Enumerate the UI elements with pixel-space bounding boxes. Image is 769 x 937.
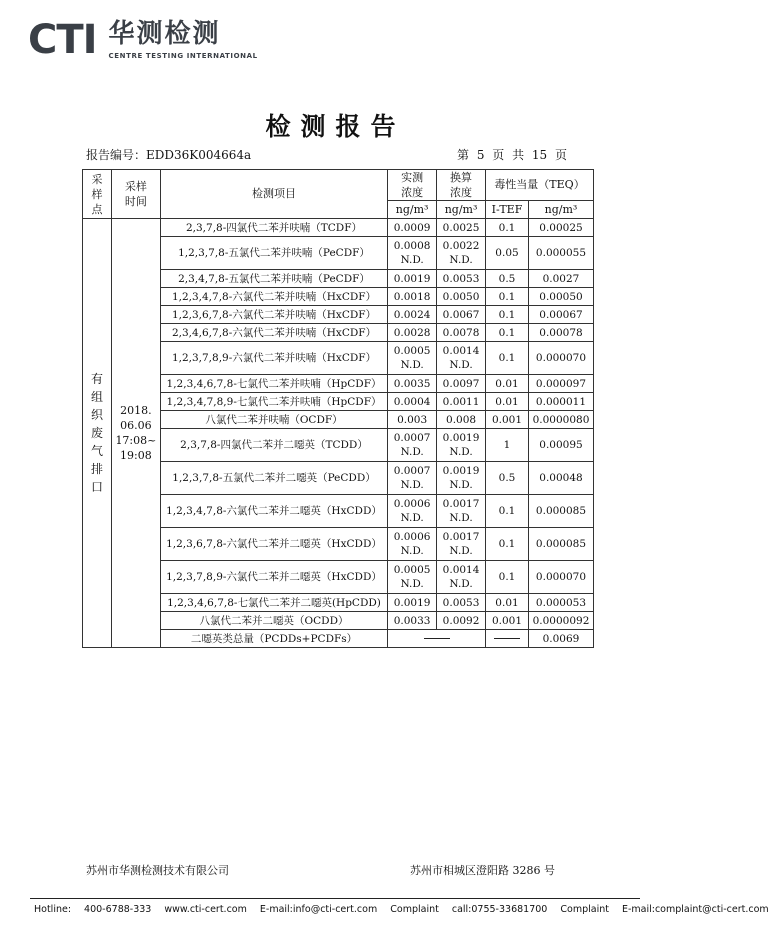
- item-name: 1,2,3,4,6,7,8-七氯代二苯并呋喃（HpCDF）: [160, 375, 387, 393]
- nd-flag: N.D.: [449, 359, 473, 371]
- item-name: 2,3,4,7,8-五氯代二苯并呋喃（PeCDF）: [160, 270, 387, 288]
- teq-value: 0.000097: [528, 375, 593, 393]
- footer-company: 苏州市华测检测技术有限公司: [86, 864, 229, 877]
- converted-value: 0.0078: [437, 324, 486, 342]
- measured-value: 0.0006 N.D.: [388, 528, 437, 561]
- converted-value: 0.0022 N.D.: [437, 237, 486, 270]
- company-logo: [28, 18, 258, 62]
- teq-value: 0.000085: [528, 528, 593, 561]
- converted-value: 0.0025: [437, 219, 486, 237]
- logo-english-name: CENTRE TESTING INTERNATIONAL: [108, 52, 258, 60]
- itef-value: 0.001: [486, 411, 529, 429]
- header-unit-teq: ng/m³: [528, 201, 593, 219]
- nd-flag: N.D.: [449, 578, 473, 590]
- measured-value: 0.0005 N.D.: [388, 342, 437, 375]
- header-measured: 实测浓度: [388, 170, 437, 201]
- itef-value: 0.1: [486, 342, 529, 375]
- footer-email[interactable]: E-mail:info@cti-cert.com: [259, 904, 378, 915]
- header-sampling-time: 采样时间: [111, 170, 160, 219]
- total-label: 二噁英类总量（PCDDs+PCDFs）: [160, 630, 387, 648]
- table-row: [83, 219, 594, 237]
- teq-value: 0.000070: [528, 561, 593, 594]
- teq-value: 0.000053: [528, 594, 593, 612]
- header-teq: 毒性当量（TEQ）: [486, 170, 594, 201]
- measured-value: 0.0006 N.D.: [388, 495, 437, 528]
- footer-address: 苏州市相城区澄阳路 3286 号: [410, 864, 555, 877]
- item-name: 1,2,3,6,7,8-六氯代二苯并二噁英（HxCDD）: [160, 528, 387, 561]
- itef-value: 0.1: [486, 306, 529, 324]
- item-name: 1,2,3,4,7,8-六氯代二苯并呋喃（HxCDF）: [160, 288, 387, 306]
- itef-value: 0.5: [486, 270, 529, 288]
- footer-divider: [30, 898, 640, 899]
- item-name: 1,2,3,7,8,9-六氯代二苯并呋喃（HxCDF）: [160, 342, 387, 375]
- measured-value: 0.0007 N.D.: [388, 429, 437, 462]
- item-name: 1,2,3,4,7,8-六氯代二苯并二噁英（HxCDD）: [160, 495, 387, 528]
- report-title: 检测报告: [265, 112, 406, 141]
- converted-value: 0.0092: [437, 612, 486, 630]
- converted-value: 0.0053: [437, 594, 486, 612]
- measured-value: 0.0004: [388, 393, 437, 411]
- itef-value: 0.05: [486, 237, 529, 270]
- itef-value: 0.1: [486, 288, 529, 306]
- results-table: [82, 169, 594, 648]
- item-name: 八氯代二苯并二噁英（OCDD）: [160, 612, 387, 630]
- measured-value: 0.0009: [388, 219, 437, 237]
- logo-cti-mark: CTI: [28, 17, 97, 63]
- converted-value: 0.0097: [437, 375, 486, 393]
- measured-value: 0.0019: [388, 270, 437, 288]
- teq-value: 0.00078: [528, 324, 593, 342]
- converted-value: 0.0017 N.D.: [437, 495, 486, 528]
- itef-value: 0.01: [486, 375, 529, 393]
- total-itef-dash: [486, 630, 529, 648]
- converted-value: 0.0067: [437, 306, 486, 324]
- nd-flag: N.D.: [449, 254, 473, 266]
- teq-value: 0.0000092: [528, 612, 593, 630]
- teq-value: 0.0027: [528, 270, 593, 288]
- sampling-time-cell: 2018. 06.06 17:08~ 19:08: [111, 219, 160, 648]
- logo-chinese-name: 华测检测: [108, 19, 221, 49]
- measured-value: 0.0019: [388, 594, 437, 612]
- converted-value: 0.0019 N.D.: [437, 462, 486, 495]
- teq-value: 0.000011: [528, 393, 593, 411]
- footer-contact: [34, 904, 769, 915]
- teq-value: 0.0000080: [528, 411, 593, 429]
- nd-flag: N.D.: [400, 446, 424, 458]
- nd-flag: N.D.: [400, 578, 424, 590]
- header-converted: 换算浓度: [437, 170, 486, 201]
- header-sampling-point: 采样点: [83, 170, 112, 219]
- report-number: 报告编号：EDD36K004664a: [86, 148, 252, 162]
- itef-value: 0.5: [486, 462, 529, 495]
- nd-flag: N.D.: [400, 512, 424, 524]
- item-name: 1,2,3,4,6,7,8-七氯代二苯并二噁英(HpCDD): [160, 594, 387, 612]
- measured-value: 0.0035: [388, 375, 437, 393]
- converted-value: 0.0050: [437, 288, 486, 306]
- header-unit-converted: ng/m³: [437, 201, 486, 219]
- measured-value: 0.0008 N.D.: [388, 237, 437, 270]
- total-teq: 0.0069: [528, 630, 593, 648]
- item-name: 1,2,3,4,7,8,9-七氯代二苯并呋喃（HpCDF）: [160, 393, 387, 411]
- measured-value: 0.0005 N.D.: [388, 561, 437, 594]
- itef-value: 0.1: [486, 561, 529, 594]
- sampling-point-cell: 有组织废气排口: [83, 219, 112, 648]
- nd-flag: N.D.: [400, 359, 424, 371]
- teq-value: 0.000085: [528, 495, 593, 528]
- item-name: 1,2,3,7,8-五氯代二苯并呋喃（PeCDF）: [160, 237, 387, 270]
- converted-value: 0.0011: [437, 393, 486, 411]
- nd-flag: N.D.: [400, 545, 424, 557]
- itef-value: 0.1: [486, 324, 529, 342]
- teq-value: 0.00067: [528, 306, 593, 324]
- teq-value: 0.000070: [528, 342, 593, 375]
- nd-flag: N.D.: [449, 545, 473, 557]
- itef-value: 0.1: [486, 219, 529, 237]
- header-item: 检测项目: [160, 170, 387, 219]
- item-name: 2,3,7,8-四氯代二苯并二噁英（TCDD）: [160, 429, 387, 462]
- itef-value: 0.01: [486, 393, 529, 411]
- converted-value: 0.0017 N.D.: [437, 528, 486, 561]
- teq-value: 0.00095: [528, 429, 593, 462]
- nd-flag: N.D.: [449, 446, 473, 458]
- converted-value: 0.0019 N.D.: [437, 429, 486, 462]
- footer-complaint-email[interactable]: Complaint E-mail:complaint@cti-cert.com: [560, 904, 769, 915]
- measured-value: 0.0033: [388, 612, 437, 630]
- nd-flag: N.D.: [400, 254, 424, 266]
- item-name: 1,2,3,6,7,8-六氯代二苯并呋喃（HxCDF）: [160, 306, 387, 324]
- converted-value: 0.0014 N.D.: [437, 561, 486, 594]
- footer-complaint-call: Complaint call:0755-33681700: [390, 904, 548, 915]
- nd-flag: N.D.: [449, 512, 473, 524]
- page-info: 第 5 页 共 15 页: [457, 148, 567, 162]
- measured-value: 0.0007 N.D.: [388, 462, 437, 495]
- item-name: 2,3,4,6,7,8-六氯代二苯并呋喃（HxCDF）: [160, 324, 387, 342]
- itef-value: 0.01: [486, 594, 529, 612]
- header-itef: I-TEF: [486, 201, 529, 219]
- footer-web[interactable]: www.cti-cert.com: [164, 904, 247, 915]
- itef-value: 0.1: [486, 495, 529, 528]
- converted-value: 0.0053: [437, 270, 486, 288]
- measured-value: 0.003: [388, 411, 437, 429]
- itef-value: 1: [486, 429, 529, 462]
- nd-flag: N.D.: [449, 479, 473, 491]
- item-name: 1,2,3,7,8-五氯代二苯并二噁英（PeCDD）: [160, 462, 387, 495]
- nd-flag: N.D.: [400, 479, 424, 491]
- teq-value: 0.00025: [528, 219, 593, 237]
- itef-value: 0.1: [486, 528, 529, 561]
- converted-value: 0.0014 N.D.: [437, 342, 486, 375]
- teq-value: 0.000055: [528, 237, 593, 270]
- teq-value: 0.00048: [528, 462, 593, 495]
- footer-hotline: Hotline: 400-6788-333: [34, 904, 152, 915]
- converted-value: 0.008: [437, 411, 486, 429]
- measured-value: 0.0018: [388, 288, 437, 306]
- item-name: 八氯代二苯并呋喃（OCDF）: [160, 411, 387, 429]
- item-name: 2,3,7,8-四氯代二苯并呋喃（TCDF）: [160, 219, 387, 237]
- measured-value: 0.0028: [388, 324, 437, 342]
- teq-value: 0.00050: [528, 288, 593, 306]
- total-dash: [388, 630, 486, 648]
- itef-value: 0.001: [486, 612, 529, 630]
- measured-value: 0.0024: [388, 306, 437, 324]
- header-unit-measured: ng/m³: [388, 201, 437, 219]
- item-name: 1,2,3,7,8,9-六氯代二苯并二噁英（HxCDD）: [160, 561, 387, 594]
